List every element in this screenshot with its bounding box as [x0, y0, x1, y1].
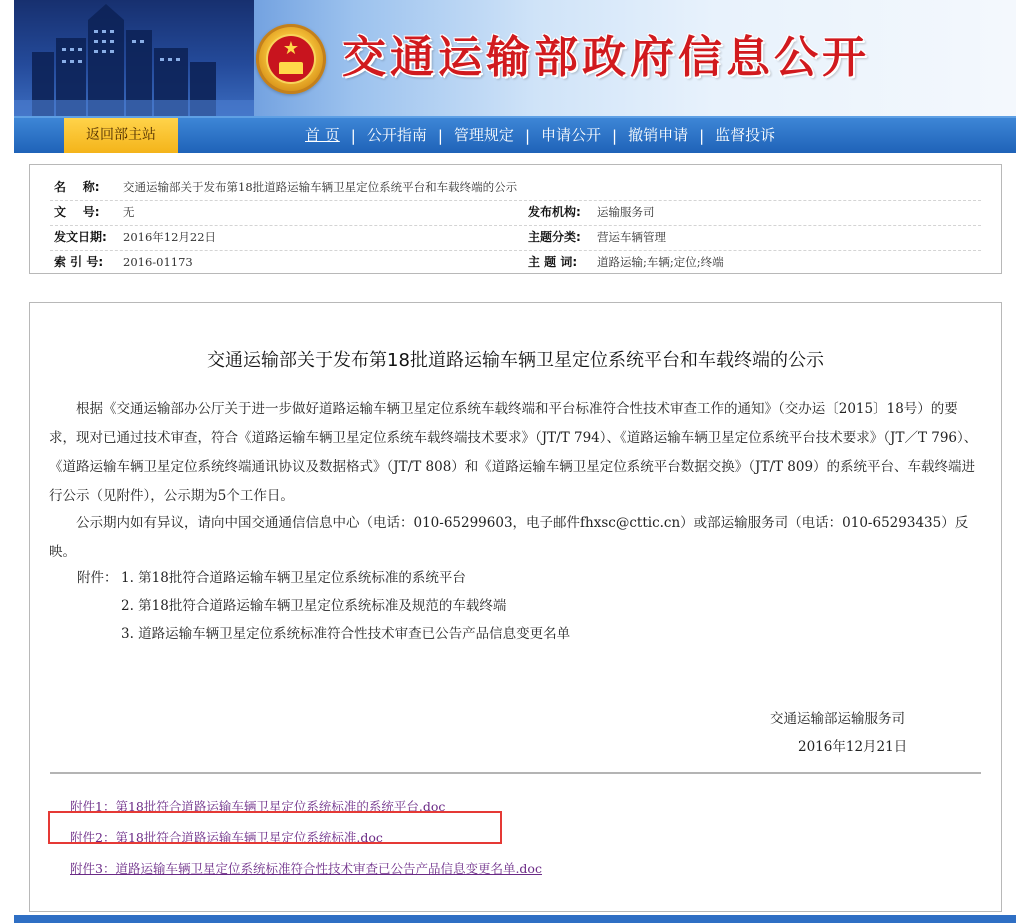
meta-label-docno: 文 号:: [54, 205, 100, 219]
meta-value-name: 交通运输部关于发布第18批道路运输车辆卫星定位系统平台和车载终端的公示: [123, 180, 518, 194]
building-illustration: [14, 0, 254, 116]
file-link-2[interactable]: 附件2：第18批符合道路运输车辆卫星定位系统标准.doc: [70, 830, 383, 845]
document-content: [29, 302, 1002, 912]
signature-org: 交通运输部运输服务司: [770, 711, 905, 727]
file-link-1[interactable]: 附件1：第18批符合道路运输车辆卫星定位系统标准的系统平台.doc: [70, 799, 446, 814]
meta-label-name: 名 称:: [54, 180, 100, 194]
meta-value-docno: 无: [123, 205, 135, 219]
back-to-main-site-button[interactable]: 返回部主站: [64, 118, 178, 153]
attachment-item-1: 1. 第18批符合道路运输车辆卫星定位系统标准的系统平台: [121, 570, 466, 586]
meta-value-keywords: 道路运输;车辆;定位;终端: [597, 255, 724, 269]
file-link-3[interactable]: 附件3：道路运输车辆卫星定位系统标准符合性技术审查已公告产品信息变更名单.doc: [70, 861, 542, 876]
attachment-list: [77, 564, 570, 648]
main-nav: [14, 116, 1016, 153]
document-metadata: [29, 164, 1002, 274]
document-signature: [770, 705, 907, 761]
list-item: [77, 592, 570, 620]
meta-value-date: 2016年12月22日: [123, 230, 217, 244]
meta-label-topic: 主题分类:: [528, 230, 581, 244]
nav-item-guide[interactable]: 公开指南: [366, 126, 427, 144]
list-item: [77, 620, 570, 648]
files-divider: [50, 772, 981, 774]
footer-bar: [14, 915, 1016, 923]
meta-label-keywords: 主 题 词:: [528, 255, 578, 269]
document-paragraph-1: 根据《交通运输部办公厅关于进一步做好道路运输车辆卫星定位系统车载终端和平台标准符合性技术审查工作的通知》（交办运〔2015〕18号）的要求，现对已通过技术审查，符合《道路运输车辆卫星定位系统车载终端技术要求》（JT/T 794）、《道路运输车辆卫星定位系统平台技术要求》（JT／T 796）、《道路运输车辆卫星定位系统终端通讯协议及数据格式》（JT/T 808）和《道路运输车辆卫星定位系统平台数据交换》（JT/T 809）的系统平台、车载终端进行公示（见附件），公示期为5个工作日。: [49, 401, 978, 504]
meta-value-index: 2016-01173: [123, 255, 193, 269]
meta-label-issuer: 发布机构:: [528, 205, 581, 219]
site-banner: [14, 0, 1016, 116]
nav-separator: |: [437, 126, 443, 145]
meta-value-issuer: 运输服务司: [597, 205, 655, 219]
list-item: [77, 564, 570, 592]
nav-separator: |: [699, 126, 705, 145]
nav-item-regulations[interactable]: 管理规定: [453, 126, 514, 144]
nav-menu: [294, 118, 786, 153]
meta-row-name: [30, 175, 1001, 200]
download-files: [70, 791, 542, 884]
nav-item-apply[interactable]: 申请公开: [541, 126, 602, 144]
attachment-item-3: 3. 道路运输车辆卫星定位系统标准符合性技术审查已公告产品信息变更名单: [121, 626, 571, 642]
document-paragraph-2: 公示期内如有异议，请向中国交通通信信息中心（电话：010-65299603，电子邮件fhxsc@cttic.cn）或部运输服务司（电话：010-65293435）反映。: [49, 515, 969, 560]
nav-separator: |: [612, 126, 618, 145]
meta-row-docno: [30, 200, 1001, 225]
meta-label-index: 索 引 号:: [54, 255, 104, 269]
signature-date: 2016年12月21日: [798, 739, 908, 755]
nav-item-home[interactable]: 首 页: [305, 126, 340, 144]
nav-item-withdraw[interactable]: 撤销申请: [628, 126, 689, 144]
attachments-prefix: 附件：: [77, 570, 118, 586]
nav-item-complaints[interactable]: 监督投诉: [715, 126, 776, 144]
nav-separator: |: [524, 126, 530, 145]
meta-value-topic: 营运车辆管理: [597, 230, 666, 244]
meta-row-index: [30, 250, 1001, 275]
nav-separator: |: [350, 126, 356, 145]
attachment-item-2: 2. 第18批符合道路运输车辆卫星定位系统标准及规范的车载终端: [121, 598, 507, 614]
document-title: 交通运输部关于发布第18批道路运输车辆卫星定位系统平台和车载终端的公示: [207, 350, 824, 371]
national-emblem-icon: ★: [256, 24, 326, 94]
meta-row-date: [30, 225, 1001, 250]
meta-label-date: 发文日期:: [54, 230, 107, 244]
site-title: 交通运输部政府信息公开: [342, 32, 870, 83]
